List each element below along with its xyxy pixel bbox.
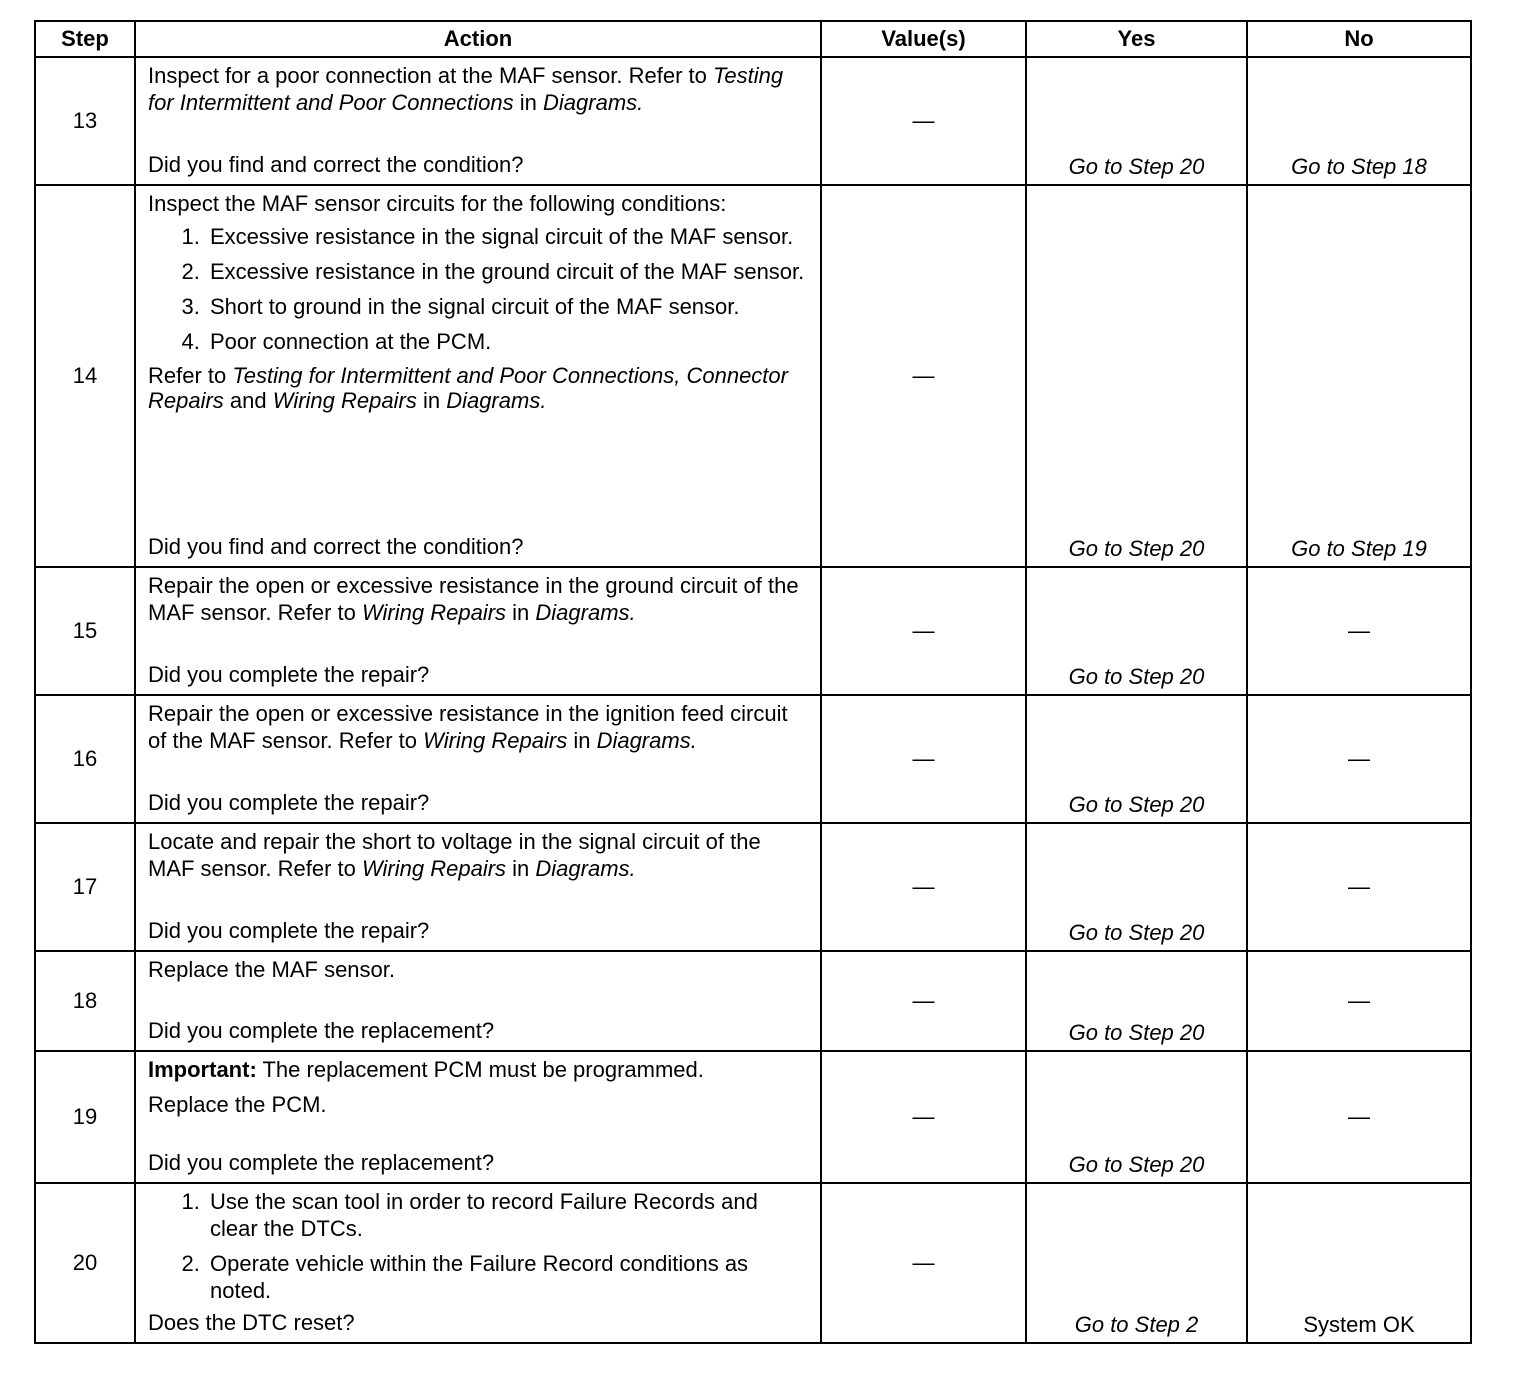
no-result: — — [1348, 618, 1370, 643]
no-result: Go to Step 19 — [1291, 536, 1427, 561]
action-text: Inspect for a poor connection at the MAF sensor. Refer to Testing for Intermittent and Poor Connections in Diagrams. — [148, 63, 784, 115]
action-question: Does the DTC reset? — [148, 1310, 355, 1335]
value-cell: — — [821, 1051, 1026, 1183]
yes-result: Go to Step 20 — [1068, 1020, 1205, 1045]
no-result: — — [1348, 1104, 1370, 1129]
no-cell — [1247, 951, 1471, 1051]
no-cell — [1247, 1051, 1471, 1183]
action-text: Replace the MAF sensor. — [148, 957, 396, 982]
value-cell: — — [821, 951, 1026, 1051]
header-row — [35, 21, 1471, 57]
action-reference: Refer to Testing for Intermittent and Poor Connections, Connector Repairs and Wiring Repairs in Diagrams. — [148, 363, 788, 413]
action-cell — [135, 185, 821, 567]
header-step: Step — [35, 21, 135, 57]
action-cell — [135, 695, 821, 823]
yes-cell — [1026, 185, 1247, 567]
action-text: Locate and repair the short to voltage in the signal circuit of the MAF sensor. Refer to Wiring Repairs in Diagrams. — [148, 829, 761, 881]
table-row — [35, 57, 1471, 185]
no-cell — [1247, 1183, 1471, 1343]
list-item: 2. Excessive resistance in the ground circuit of the MAF sensor. — [206, 258, 810, 285]
value-cell: — — [821, 185, 1026, 567]
action-text: Repair the open or excessive resistance in the ground circuit of the MAF sensor. Refer to Wiring Repairs in Diagrams. — [148, 573, 799, 625]
list-item: 1. Excessive resistance in the signal circuit of the MAF sensor. — [206, 223, 810, 250]
action-cell — [135, 57, 821, 185]
table-row — [35, 823, 1471, 951]
yes-result: Go to Step 20 — [1068, 792, 1205, 817]
yes-cell — [1026, 695, 1247, 823]
list-item: 4. Poor connection at the PCM. — [206, 328, 810, 355]
list-item: 3. Short to ground in the signal circuit of the MAF sensor. — [206, 293, 810, 320]
yes-result: Go to Step 20 — [1068, 920, 1205, 945]
yes-cell — [1026, 951, 1247, 1051]
action-cell — [135, 1051, 821, 1183]
no-cell — [1247, 823, 1471, 951]
value-cell: — — [821, 823, 1026, 951]
no-cell — [1247, 567, 1471, 695]
header-yes: Yes — [1026, 21, 1247, 57]
action-cell — [135, 951, 821, 1051]
step-number: 15 — [35, 567, 135, 695]
table-row — [35, 1051, 1471, 1183]
no-result: Go to Step 18 — [1291, 154, 1427, 179]
list-item: 1. Use the scan tool in order to record Failure Records and clear the DTCs. — [206, 1188, 810, 1242]
action-question: Did you complete the repair? — [148, 918, 430, 943]
procedure-list — [148, 1188, 810, 1304]
header-action: Action — [135, 21, 821, 57]
action-text: Replace the PCM. — [148, 1092, 327, 1117]
table-row — [35, 567, 1471, 695]
value-cell: — — [821, 1183, 1026, 1343]
yes-result: Go to Step 20 — [1068, 536, 1205, 561]
action-cell — [135, 1183, 821, 1343]
no-result: — — [1348, 746, 1370, 771]
step-number: 20 — [35, 1183, 135, 1343]
list-item: 2. Operate vehicle within the Failure Record conditions as noted. — [206, 1250, 810, 1304]
no-cell — [1247, 57, 1471, 185]
action-question: Did you complete the replacement? — [148, 1150, 495, 1175]
step-number: 19 — [35, 1051, 135, 1183]
value-cell: — — [821, 695, 1026, 823]
yes-result: Go to Step 20 — [1068, 1152, 1205, 1177]
no-result: System OK — [1303, 1312, 1415, 1337]
value-cell: — — [821, 567, 1026, 695]
yes-result: Go to Step 20 — [1068, 664, 1205, 689]
diagnostic-steps-table — [34, 20, 1472, 1344]
yes-cell — [1026, 567, 1247, 695]
header-values: Value(s) — [821, 21, 1026, 57]
yes-cell — [1026, 1183, 1247, 1343]
no-cell — [1247, 695, 1471, 823]
header-no: No — [1247, 21, 1471, 57]
step-number: 13 — [35, 57, 135, 185]
important-note: Important: The replacement PCM must be programmed. — [148, 1057, 704, 1082]
action-text: Inspect the MAF sensor circuits for the following conditions: — [148, 191, 727, 216]
no-result: — — [1348, 988, 1370, 1013]
table-row — [35, 695, 1471, 823]
no-cell — [1247, 185, 1471, 567]
step-number: 14 — [35, 185, 135, 567]
action-cell — [135, 823, 821, 951]
action-question: Did you complete the repair? — [148, 662, 430, 687]
table-row — [35, 951, 1471, 1051]
action-text: Repair the open or excessive resistance in the ignition feed circuit of the MAF sensor. Refer to Wiring Repairs in Diagrams. — [148, 701, 788, 753]
action-question: Did you complete the repair? — [148, 790, 430, 815]
yes-cell — [1026, 823, 1247, 951]
yes-cell — [1026, 1051, 1247, 1183]
condition-list — [148, 223, 810, 355]
value-cell: — — [821, 57, 1026, 185]
step-number: 18 — [35, 951, 135, 1051]
action-question: Did you find and correct the condition? — [148, 534, 524, 559]
step-number: 17 — [35, 823, 135, 951]
yes-result: Go to Step 2 — [1074, 1312, 1199, 1337]
table-row — [35, 1183, 1471, 1343]
yes-result: Go to Step 20 — [1068, 154, 1205, 179]
action-cell — [135, 567, 821, 695]
no-result: — — [1348, 874, 1370, 899]
step-number: 16 — [35, 695, 135, 823]
action-question: Did you complete the replacement? — [148, 1018, 495, 1043]
action-question: Did you find and correct the condition? — [148, 152, 524, 177]
yes-cell — [1026, 57, 1247, 185]
table-row — [35, 185, 1471, 567]
